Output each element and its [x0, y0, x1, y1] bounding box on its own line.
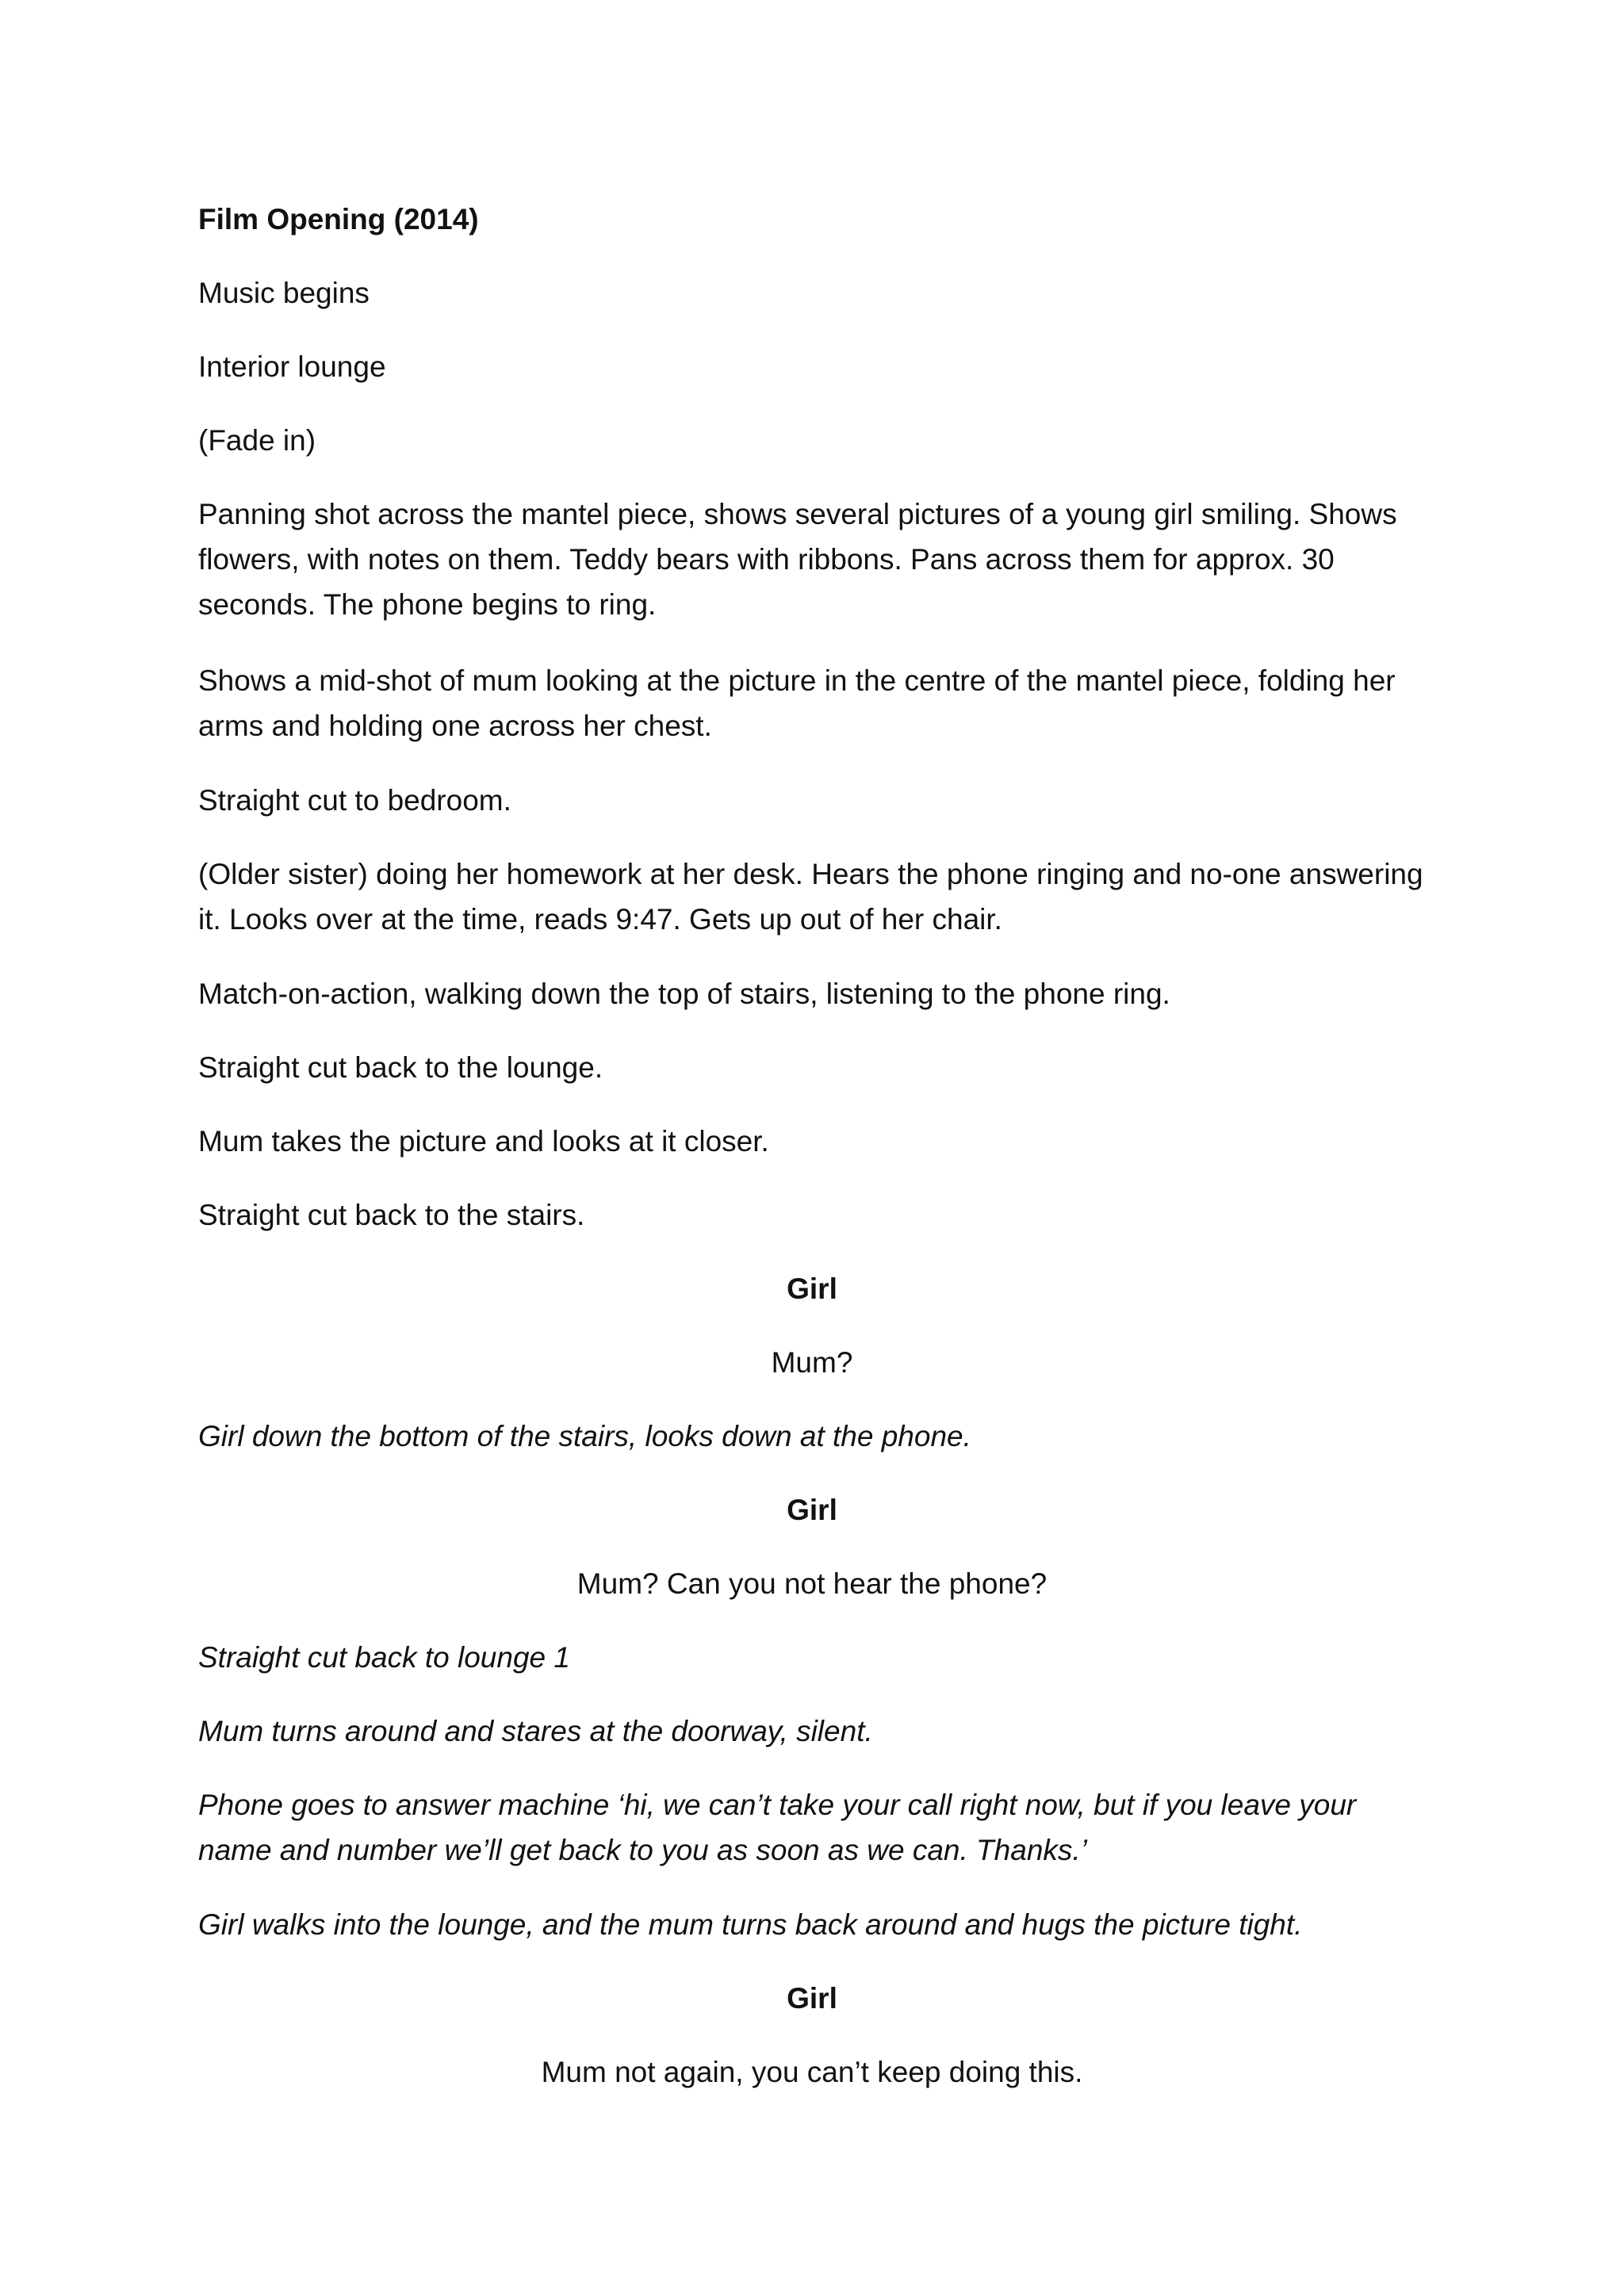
- character-name: Girl: [787, 1982, 837, 2015]
- paragraph-cut-bedroom: Straight cut to bedroom.: [198, 784, 511, 817]
- paragraph-cut-lounge: Straight cut back to the lounge.: [198, 1051, 603, 1084]
- paragraph-cut-stairs: Straight cut back to the stairs.: [198, 1199, 585, 1231]
- paragraph-mum-picture: Mum takes the picture and looks at it closer.: [198, 1125, 769, 1158]
- action-line: Girl walks into the lounge, and the mum turns back around and hugs the picture tight.: [198, 1908, 1303, 1941]
- character-name: Girl: [787, 1272, 837, 1305]
- paragraph-interior-lounge: Interior lounge: [198, 350, 386, 383]
- paragraph-music-begins: Music begins: [198, 277, 370, 309]
- character-name: Girl: [787, 1494, 837, 1526]
- document-title: Film Opening (2014): [198, 203, 479, 235]
- dialogue-line: Mum? Can you not hear the phone?: [576, 1567, 1048, 1600]
- dialogue-line: Mum?: [771, 1346, 853, 1379]
- paragraph-panning-shot: Panning shot across the mantel piece, shows several pictures of a young girl smiling. Shows flowers, with notes on them. Teddy bears with ribbons. Pans across them for approx. 30 seconds. The phone begins to ring.: [198, 498, 1405, 621]
- dialogue-line: Mum not again, you can’t keep doing this.: [541, 2056, 1083, 2088]
- paragraph-older-sister: (Older sister) doing her homework at her desk. Hears the phone ringing and no-one answering it. Looks over at the time, reads 9:47. Gets up out of her chair.: [198, 858, 1431, 936]
- paragraph-mid-shot: Shows a mid-shot of mum looking at the picture in the centre of the mantel piece, folding her arms and holding one across her chest.: [198, 664, 1404, 742]
- action-line: Mum turns around and stares at the doorway, silent.: [198, 1715, 873, 1747]
- paragraph-match-on-action: Match-on-action, walking down the top of stairs, listening to the phone ring.: [198, 978, 1170, 1010]
- action-line: Straight cut back to lounge 1: [198, 1641, 570, 1674]
- action-line: Phone goes to answer machine ‘hi, we can’t take your call right now, but if you leave your name and number we’ll get back to you as soon as we can. Thanks.’: [198, 1789, 1365, 1866]
- action-line: Girl down the bottom of the stairs, looks down at the phone.: [198, 1420, 971, 1452]
- paragraph-fade-in: (Fade in): [198, 424, 316, 457]
